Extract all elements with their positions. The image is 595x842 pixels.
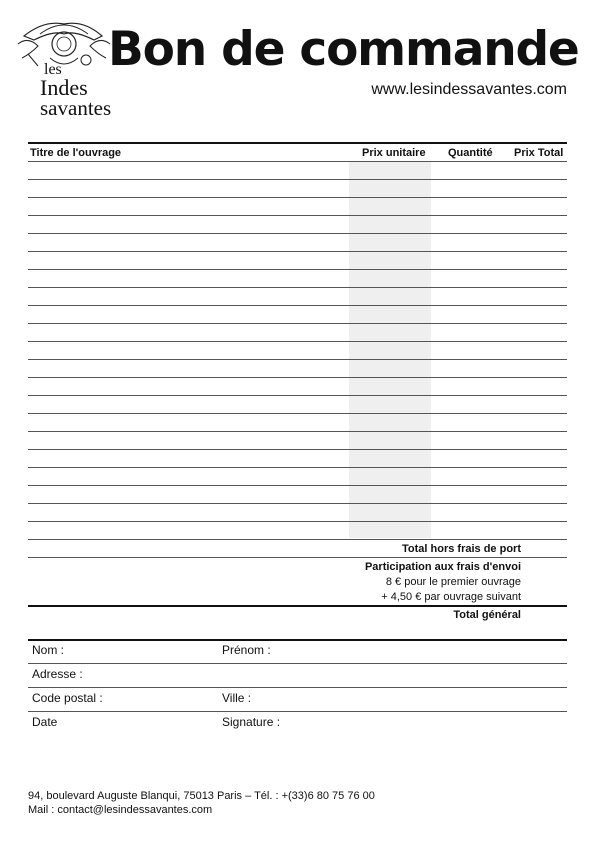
table-row[interactable] bbox=[28, 251, 567, 252]
table-row[interactable] bbox=[28, 467, 567, 468]
address-field-label[interactable]: Adresse : bbox=[32, 667, 83, 681]
postal-code-field-label[interactable]: Code postal : bbox=[32, 691, 103, 705]
table-row[interactable] bbox=[28, 359, 567, 360]
table-row[interactable] bbox=[28, 413, 567, 414]
column-header-total: Prix Total bbox=[514, 147, 564, 159]
logo-text-indes: Indes bbox=[40, 75, 88, 100]
table-row[interactable] bbox=[28, 539, 567, 540]
page-title: Bon de commande bbox=[108, 22, 579, 77]
website-url: www.lesindessavantes.com bbox=[371, 81, 567, 98]
table-row[interactable] bbox=[28, 341, 567, 342]
column-header-quantity: Quantité bbox=[448, 147, 493, 159]
table-row[interactable] bbox=[28, 503, 567, 504]
table-header-rule bbox=[28, 161, 567, 162]
table-row[interactable] bbox=[28, 197, 567, 198]
crest-icon bbox=[14, 14, 114, 74]
form-rule bbox=[28, 663, 567, 664]
table-row[interactable] bbox=[28, 287, 567, 288]
logo-text-les: les bbox=[44, 61, 62, 78]
unit-price-column-shading bbox=[349, 162, 431, 538]
table-row[interactable] bbox=[28, 269, 567, 270]
table-row[interactable] bbox=[28, 485, 567, 486]
subtotal-rule bbox=[28, 557, 567, 558]
shipping-rule bbox=[28, 605, 567, 607]
column-header-title: Titre de l'ouvrage bbox=[30, 147, 122, 159]
shipping-first-book: 8 € pour le premier ouvrage bbox=[385, 576, 521, 588]
table-row[interactable] bbox=[28, 179, 567, 180]
city-field-label[interactable]: Ville : bbox=[222, 691, 252, 705]
table-row[interactable] bbox=[28, 233, 567, 234]
table-row[interactable] bbox=[28, 215, 567, 216]
form-rule bbox=[28, 711, 567, 712]
footer-mail: Mail : contact@lesindessavantes.com bbox=[28, 804, 213, 816]
shipping-next-books: + 4,50 € par ouvrage suivant bbox=[381, 591, 521, 603]
table-row[interactable] bbox=[28, 431, 567, 432]
table-row[interactable] bbox=[28, 323, 567, 324]
form-rule bbox=[28, 687, 567, 688]
subtotal-label: Total hors frais de port bbox=[402, 543, 521, 555]
signature-field-label[interactable]: Signature : bbox=[222, 715, 281, 729]
table-row[interactable] bbox=[28, 449, 567, 450]
shipping-label: Participation aux frais d'envoi bbox=[364, 561, 521, 573]
table-top-rule bbox=[28, 142, 567, 144]
grand-total-label: Total général bbox=[453, 609, 521, 621]
logo-text-savantes: savantes bbox=[40, 96, 112, 120]
firstname-field-label[interactable]: Prénom : bbox=[222, 643, 271, 657]
form-top-rule bbox=[28, 639, 567, 641]
name-field-label[interactable]: Nom : bbox=[32, 643, 65, 657]
table-row[interactable] bbox=[28, 395, 567, 396]
column-header-unit-price: Prix unitaire bbox=[362, 147, 426, 159]
footer-address: 94, boulevard Auguste Blanqui, 75013 Paris – Tél. : +(33)6 80 75 76 00 bbox=[28, 790, 375, 802]
table-row[interactable] bbox=[28, 305, 567, 306]
table-row[interactable] bbox=[28, 377, 567, 378]
date-field-label[interactable]: Date bbox=[32, 715, 58, 729]
table-row[interactable] bbox=[28, 521, 567, 522]
